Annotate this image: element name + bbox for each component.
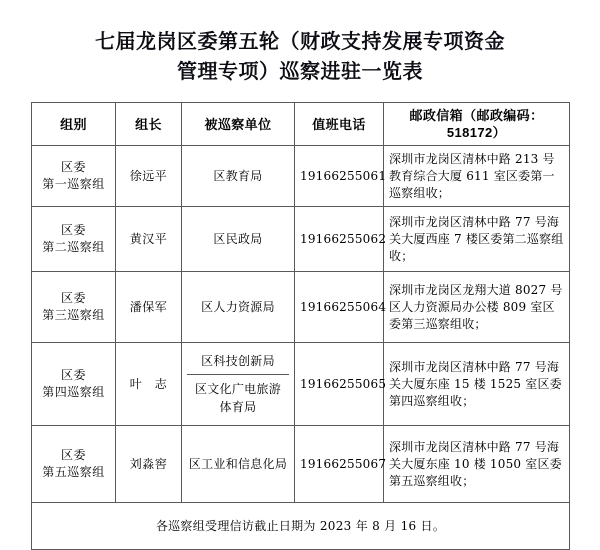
cell-phone: 19166255061 [295, 146, 384, 207]
page-title-line-1: 七届龙岗区委第五轮（财政支持发展专项资金 [95, 29, 505, 53]
group-line-2: 第五巡察组 [42, 465, 105, 479]
table-row [32, 146, 570, 207]
group-line-2: 第二巡察组 [42, 240, 105, 254]
cell-unit-part: 区文化广电旅游体育局 [194, 382, 282, 414]
cell-group [32, 207, 116, 272]
cell-group [32, 272, 116, 343]
group-line-1: 区委 [60, 160, 86, 174]
cell-phone: 19166255065 [295, 343, 384, 426]
cell-group [32, 146, 116, 207]
group-line-2: 第四巡察组 [42, 385, 105, 399]
cell-unit: 区工业和信息化局 [182, 426, 295, 503]
column-header-leader: 组长 [116, 103, 182, 146]
cell-mailbox: 深圳市龙岗区清林中路 77 号海关大厦东座 15 楼 1525 室区委第四巡察组收； [384, 343, 570, 426]
table-row [32, 343, 570, 426]
group-line-1: 区委 [60, 291, 86, 305]
page-title [0, 0, 600, 86]
group-line-2: 第一巡察组 [42, 177, 105, 191]
cell-leader: 徐远平 [116, 146, 182, 207]
table-footer-row [32, 503, 570, 550]
cell-mailbox: 深圳市龙岗区清林中路 77 号海关大厦西座 7 楼区委第二巡察组收； [384, 207, 570, 272]
table-header-row [32, 103, 570, 146]
cell-unit-split [182, 343, 295, 426]
cell-leader: 刘淼窖 [116, 426, 182, 503]
cell-phone: 19166255067 [295, 426, 384, 503]
cell-unit: 区民政局 [182, 207, 295, 272]
table-row [32, 207, 570, 272]
column-header-mailbox: 邮政信箱（邮政编码：518172） [384, 103, 570, 146]
group-line-1: 区委 [60, 448, 86, 462]
column-header-group: 组别 [32, 103, 116, 146]
group-line-1: 区委 [60, 223, 86, 237]
table-header [32, 103, 570, 146]
table-row [32, 426, 570, 503]
inspection-roster-table [31, 102, 570, 550]
footer-note: 各巡察组受理信访截止日期为 2023 年 8 月 16 日。 [32, 503, 570, 550]
column-header-duty-phone: 值班电话 [295, 103, 384, 146]
cell-mailbox: 深圳市龙岗区清林中路 77 号海关大厦东座 10 楼 1050 室区委第五巡察组收； [384, 426, 570, 503]
cell-phone: 19166255064 [295, 272, 384, 343]
cell-unit: 区教育局 [182, 146, 295, 207]
cell-unit-part: 区科技创新局 [187, 347, 289, 375]
cell-leader: 潘保军 [116, 272, 182, 343]
cell-unit: 区人力资源局 [182, 272, 295, 343]
page-title-line-2: 管理专项）巡察进驻一览表 [177, 59, 423, 83]
group-line-1: 区委 [60, 368, 86, 382]
cell-mailbox: 深圳市龙岗区清林中路 213 号教育综合大厦 611 室区委第一巡察组收； [384, 146, 570, 207]
cell-group [32, 426, 116, 503]
cell-group [32, 343, 116, 426]
cell-phone: 19166255062 [295, 207, 384, 272]
group-line-2: 第三巡察组 [42, 308, 105, 322]
column-header-inspected-unit: 被巡察单位 [182, 103, 295, 146]
table-row [32, 272, 570, 343]
cell-mailbox: 深圳市龙岗区龙翔大道 8027 号区人力资源局办公楼 809 室区委第三巡察组收； [384, 272, 570, 343]
roster-table-container [0, 86, 600, 550]
cell-leader: 叶 志 [116, 343, 182, 426]
table-body [32, 146, 570, 550]
cell-leader: 黄汉平 [116, 207, 182, 272]
